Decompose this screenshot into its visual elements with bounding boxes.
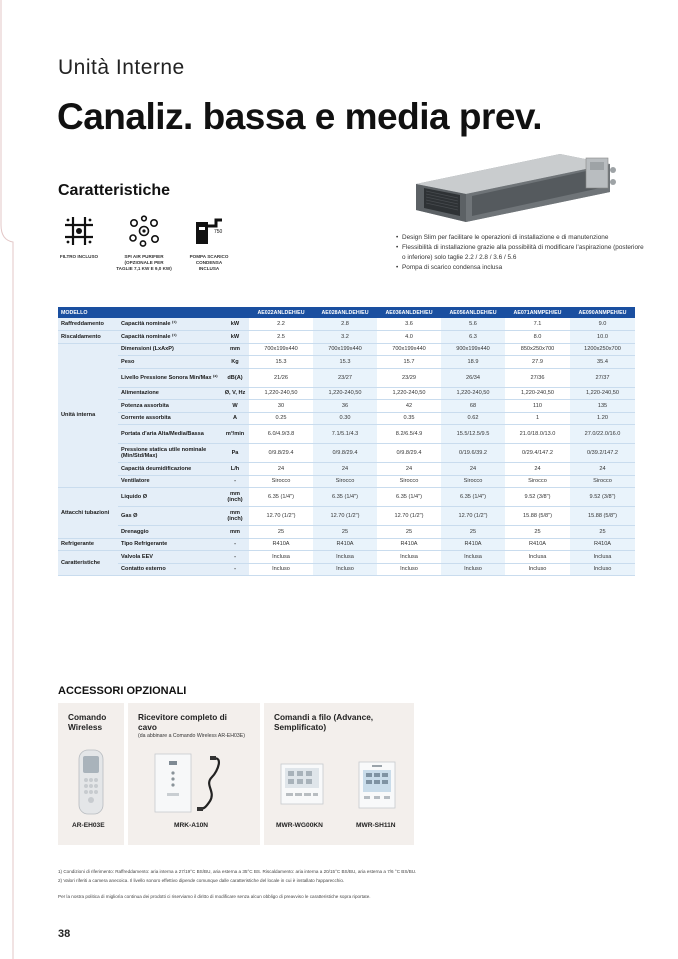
feature-bullets xyxy=(396,233,646,273)
model-column-header: AE022ANLDEH/EU xyxy=(249,307,313,318)
page-fold-line xyxy=(0,0,14,959)
footnote-3: Per la nostra politica di migliorìa continua dei prodotti ci riserviamo il diritto di modificare senza alcun obbligo di preavviso le caratteristiche sopra riportate. xyxy=(58,894,371,899)
table-cell: 9.52 (3/8") xyxy=(570,488,635,507)
table-cell: 700x199x440 xyxy=(313,343,377,356)
row-unit: mm (inch) xyxy=(221,507,249,526)
table-cell: 25 xyxy=(249,526,313,539)
table-cell: Inclusa xyxy=(441,551,505,564)
table-cell: 0.25 xyxy=(249,412,313,425)
table-cell: 24 xyxy=(570,463,635,476)
table-cell: Inclusa xyxy=(505,551,570,564)
row-parameter: Capacità deumidificazione xyxy=(118,463,221,476)
row-parameter: Alimentazione xyxy=(118,387,221,400)
feature-filter xyxy=(56,214,102,272)
table-row xyxy=(58,343,635,356)
table-cell: 35.4 xyxy=(570,356,635,369)
spi-purifier-icon xyxy=(127,214,161,248)
table-cell: Sirocco xyxy=(505,475,570,488)
table-cell: 30 xyxy=(249,400,313,413)
table-cell: Sirocco xyxy=(249,475,313,488)
row-parameter: Corrente assorbita xyxy=(118,412,221,425)
ducted-unit-image xyxy=(410,148,620,226)
accessory-wired-code-b: MWR-SH11N xyxy=(356,822,396,829)
table-cell: 0.62 xyxy=(441,412,505,425)
table-cell: R410A xyxy=(505,538,570,551)
table-cell: 23/27 xyxy=(313,368,377,387)
table-cell: 26/34 xyxy=(441,368,505,387)
row-parameter: Ventilatore xyxy=(118,475,221,488)
table-cell: 6.0/4.9/3.8 xyxy=(249,425,313,444)
table-cell: 36 xyxy=(313,400,377,413)
table-cell: 25 xyxy=(570,526,635,539)
row-unit: mm (inch) xyxy=(221,488,249,507)
model-column-header: AE056ANLDEH/EU xyxy=(441,307,505,318)
table-cell: 4.0 xyxy=(377,331,441,344)
row-group-label: Unità interna xyxy=(58,343,118,488)
row-parameter: Drenaggio xyxy=(118,526,221,539)
table-row xyxy=(58,444,635,463)
row-group-label: Attacchi tubazioni xyxy=(58,488,118,539)
feature-drain-pump xyxy=(186,214,232,272)
table-cell: 1,220-240,50 xyxy=(505,387,570,400)
table-cell: 15.88 (5/8") xyxy=(570,507,635,526)
table-cell: Incluso xyxy=(377,563,441,576)
table-cell: 3.6 xyxy=(377,318,441,331)
table-cell: 25 xyxy=(377,526,441,539)
accessory-wireless-heading: Comando Wireless xyxy=(68,712,107,732)
table-cell: 0.30 xyxy=(313,412,377,425)
table-cell: 1.20 xyxy=(570,412,635,425)
table-cell: 0/9.8/29.4 xyxy=(377,444,441,463)
table-cell: 24 xyxy=(377,463,441,476)
accessory-wired-code-a: MWR-WG00KN xyxy=(276,822,323,829)
table-row xyxy=(58,412,635,425)
table-cell: 6.35 (1/4") xyxy=(441,488,505,507)
table-cell: 12.70 (1/2") xyxy=(441,507,505,526)
table-cell: 9.0 xyxy=(570,318,635,331)
table-cell: 24 xyxy=(505,463,570,476)
table-cell: 1 xyxy=(505,412,570,425)
table-cell: 23/29 xyxy=(377,368,441,387)
table-cell: 2.2 xyxy=(249,318,313,331)
table-row xyxy=(58,425,635,444)
table-cell: 2.5 xyxy=(249,331,313,344)
row-parameter: Capacità nominale ⁽¹⁾ xyxy=(118,331,221,344)
row-parameter: Portata d'aria Alta/Media/Bassa xyxy=(118,425,221,444)
accessory-receiver-code: MRK-A10N xyxy=(174,822,209,829)
table-cell: 700x199x440 xyxy=(249,343,313,356)
wired-remote-simple-image xyxy=(358,761,396,814)
table-header-row xyxy=(58,307,635,318)
row-unit: Ø, V, Hz xyxy=(221,387,249,400)
table-cell: 135 xyxy=(570,400,635,413)
row-unit: kW xyxy=(221,331,249,344)
table-row xyxy=(58,563,635,576)
table-row xyxy=(58,318,635,331)
table-cell: R410A xyxy=(249,538,313,551)
table-cell: 27.9 xyxy=(505,356,570,369)
table-cell: Sirocco xyxy=(377,475,441,488)
model-column-header: AE036ANLDEH/EU xyxy=(377,307,441,318)
svg-text:750: 750 xyxy=(214,229,223,235)
spec-table xyxy=(58,307,635,576)
bullet-item: • Design Slim per facilitare le operazioni di installazione e di manutenzione xyxy=(396,233,646,243)
table-cell: 2.8 xyxy=(313,318,377,331)
spec-table-body xyxy=(58,318,635,576)
page-subtitle: Unità Interne xyxy=(58,56,185,79)
table-row xyxy=(58,331,635,344)
table-cell: 18.9 xyxy=(441,356,505,369)
table-cell: 0/29.4/147.2 xyxy=(505,444,570,463)
table-cell: 24 xyxy=(249,463,313,476)
row-unit: - xyxy=(221,538,249,551)
table-cell: 15.7 xyxy=(377,356,441,369)
table-cell: Inclusa xyxy=(570,551,635,564)
bullet-item: • Pompa di scarico condensa inclusa xyxy=(396,263,646,273)
table-cell: Incluso xyxy=(313,563,377,576)
accessory-receiver-note: (da abbinare a Comando Wireless AR-EH03E) xyxy=(138,733,245,739)
table-cell: 12.70 (1/2") xyxy=(313,507,377,526)
table-cell: R410A xyxy=(313,538,377,551)
table-cell: 9.52 (3/8") xyxy=(505,488,570,507)
table-cell: R410A xyxy=(570,538,635,551)
table-cell: Incluso xyxy=(570,563,635,576)
table-cell: 12.70 (1/2") xyxy=(249,507,313,526)
table-cell: 850x250x700 xyxy=(505,343,570,356)
page-number: 38 xyxy=(58,928,71,940)
feature-filter-label: FILTRO INCLUSO xyxy=(59,254,99,259)
page-title: Canaliz. bassa e media prev. xyxy=(57,96,543,137)
table-cell: 3.2 xyxy=(313,331,377,344)
table-cell: Inclusa xyxy=(377,551,441,564)
table-cell: Incluso xyxy=(505,563,570,576)
table-cell: 1,220-240,50 xyxy=(249,387,313,400)
table-row xyxy=(58,400,635,413)
table-cell: 0/9.8/29.4 xyxy=(249,444,313,463)
row-unit: dB(A) xyxy=(221,368,249,387)
table-cell: 0/39.2/147.2 xyxy=(570,444,635,463)
table-cell: 15.3 xyxy=(249,356,313,369)
table-cell: 1200x250x700 xyxy=(570,343,635,356)
table-cell: 0.35 xyxy=(377,412,441,425)
row-unit: kW xyxy=(221,318,249,331)
table-cell: 15.88 (5/8") xyxy=(505,507,570,526)
table-cell: 27.0/22.0/16.0 xyxy=(570,425,635,444)
table-cell: 25 xyxy=(313,526,377,539)
table-cell: 0/9.8/29.4 xyxy=(313,444,377,463)
table-row xyxy=(58,368,635,387)
table-cell: 27/36 xyxy=(505,368,570,387)
feature-icons xyxy=(56,214,232,272)
receiver-image xyxy=(154,753,244,820)
table-cell: 7.1 xyxy=(505,318,570,331)
model-column-header: AE071ANMPEH/EU xyxy=(505,307,570,318)
accessories-title: ACCESSORI OPZIONALI xyxy=(58,685,187,697)
table-cell: 1,220-240,50 xyxy=(377,387,441,400)
table-cell: 24 xyxy=(441,463,505,476)
wired-remote-advance-image xyxy=(280,763,324,810)
row-unit: Pa xyxy=(221,444,249,463)
feature-drain-label: POMPA SCARICO CONDENSA INCLUSA xyxy=(189,254,229,271)
table-cell: 900x199x440 xyxy=(441,343,505,356)
row-unit: L/h xyxy=(221,463,249,476)
row-parameter: Pressione statica utile nominale (Min/Std/Max) xyxy=(118,444,221,463)
row-parameter: Dimensioni (LxAxP) xyxy=(118,343,221,356)
table-cell: 6.35 (1/4") xyxy=(377,488,441,507)
row-group-label: Riscaldamento xyxy=(58,331,118,344)
table-cell: Sirocco xyxy=(570,475,635,488)
table-cell: R410A xyxy=(377,538,441,551)
table-cell: 1,220-240,50 xyxy=(570,387,635,400)
table-cell: 68 xyxy=(441,400,505,413)
table-cell: 6.35 (1/4") xyxy=(313,488,377,507)
table-row xyxy=(58,463,635,476)
row-unit: - xyxy=(221,551,249,564)
table-row xyxy=(58,356,635,369)
table-cell: Inclusa xyxy=(313,551,377,564)
table-cell: 25 xyxy=(505,526,570,539)
wireless-remote-image xyxy=(78,749,104,820)
table-row xyxy=(58,526,635,539)
table-row xyxy=(58,475,635,488)
model-column-header: AE090ANMPEH/EU xyxy=(570,307,635,318)
footnote-1: 1) Condizioni di riferimento: Raffreddamento: aria interna a 27/19°C BS/BU, aria esterna a 35°C BS. Riscaldamento: aria interna a 20/15°C BS/BU, aria esterna a 7/6 °C BS/BU. xyxy=(58,869,417,874)
table-cell: 25 xyxy=(441,526,505,539)
feature-spi-label: SPI AIR PURIFIER (OPZIONALE PER TAGLIE 7,1 KW E 9,0 KW) xyxy=(116,254,172,271)
row-parameter: Tipo Refrigerante xyxy=(118,538,221,551)
table-cell: 6.35 (1/4") xyxy=(249,488,313,507)
table-cell: 15.5/12.5/9.5 xyxy=(441,425,505,444)
bullet-item: • Flessibilità di installazione grazie alla possibilità di modificare l'aspirazione (posteriore o inferiore) solo taglie 2.2 / 2.8 / 3.6 / 5.6 xyxy=(396,243,646,263)
table-cell: 21/26 xyxy=(249,368,313,387)
row-unit: m³/min xyxy=(221,425,249,444)
row-parameter: Potenza assorbita xyxy=(118,400,221,413)
row-unit: Kg xyxy=(221,356,249,369)
table-cell: 6.3 xyxy=(441,331,505,344)
row-parameter: Capacità nominale ⁽¹⁾ xyxy=(118,318,221,331)
table-cell: 15.3 xyxy=(313,356,377,369)
table-cell: 42 xyxy=(377,400,441,413)
row-unit: W xyxy=(221,400,249,413)
table-cell: 7.1/5.1/4.3 xyxy=(313,425,377,444)
table-row xyxy=(58,507,635,526)
table-cell: 1,220-240,50 xyxy=(313,387,377,400)
model-column-header: AE028ANLDEH/EU xyxy=(313,307,377,318)
table-cell: 700x199x440 xyxy=(377,343,441,356)
table-cell: Inclusa xyxy=(249,551,313,564)
table-cell: Incluso xyxy=(249,563,313,576)
row-parameter: Valvola EEV xyxy=(118,551,221,564)
table-cell: 10.0 xyxy=(570,331,635,344)
model-header: MODELLO xyxy=(58,307,249,318)
row-group-label: Refrigerante xyxy=(58,538,118,551)
table-cell: 27/37 xyxy=(570,368,635,387)
table-cell: Incluso xyxy=(441,563,505,576)
table-cell: 0/19.6/39.2 xyxy=(441,444,505,463)
row-unit: mm xyxy=(221,343,249,356)
row-group-label: Raffreddamento xyxy=(58,318,118,331)
accessory-wireless-card xyxy=(58,703,124,845)
table-cell: 1,220-240,50 xyxy=(441,387,505,400)
row-parameter: Peso xyxy=(118,356,221,369)
table-cell: 8.2/6.5/4.9 xyxy=(377,425,441,444)
table-cell: 12.70 (1/2") xyxy=(377,507,441,526)
table-cell: 8.0 xyxy=(505,331,570,344)
table-row xyxy=(58,387,635,400)
row-group-label: Caratteristiche xyxy=(58,551,118,576)
filter-grid-icon xyxy=(62,214,96,248)
accessory-wired-card xyxy=(264,703,414,845)
row-parameter: Gas Ø xyxy=(118,507,221,526)
features-title: Caratteristiche xyxy=(58,182,171,199)
feature-spi-purifier xyxy=(116,214,172,272)
table-cell: 21.0/18.0/13.0 xyxy=(505,425,570,444)
table-row xyxy=(58,488,635,507)
row-unit: A xyxy=(221,412,249,425)
drain-pump-icon xyxy=(192,214,226,248)
footnote-2: 2) Valori riferiti a camera anecoica. Il livello sonoro effettivo dipende comunque dalle caratteristiche del locale in cui è installato l'apparecchio. xyxy=(58,878,345,883)
table-cell: R410A xyxy=(441,538,505,551)
table-cell: Sirocco xyxy=(313,475,377,488)
table-row xyxy=(58,538,635,551)
table-cell: 24 xyxy=(313,463,377,476)
row-parameter: Liquido Ø xyxy=(118,488,221,507)
table-cell: 110 xyxy=(505,400,570,413)
table-cell: 5.6 xyxy=(441,318,505,331)
table-row xyxy=(58,551,635,564)
accessory-receiver-heading: Ricevitore completo di cavo xyxy=(138,712,227,732)
accessory-receiver-card xyxy=(128,703,260,845)
row-unit: - xyxy=(221,475,249,488)
row-unit: - xyxy=(221,563,249,576)
table-cell: Sirocco xyxy=(441,475,505,488)
accessory-wired-heading: Comandi a filo (Advance, Semplificato) xyxy=(274,712,374,732)
row-parameter: Livello Pressione Sonora Min/Max ⁽²⁾ xyxy=(118,368,221,387)
row-parameter: Contatto esterno xyxy=(118,563,221,576)
accessory-wireless-code: AR-EH03E xyxy=(72,822,105,829)
row-unit: mm xyxy=(221,526,249,539)
